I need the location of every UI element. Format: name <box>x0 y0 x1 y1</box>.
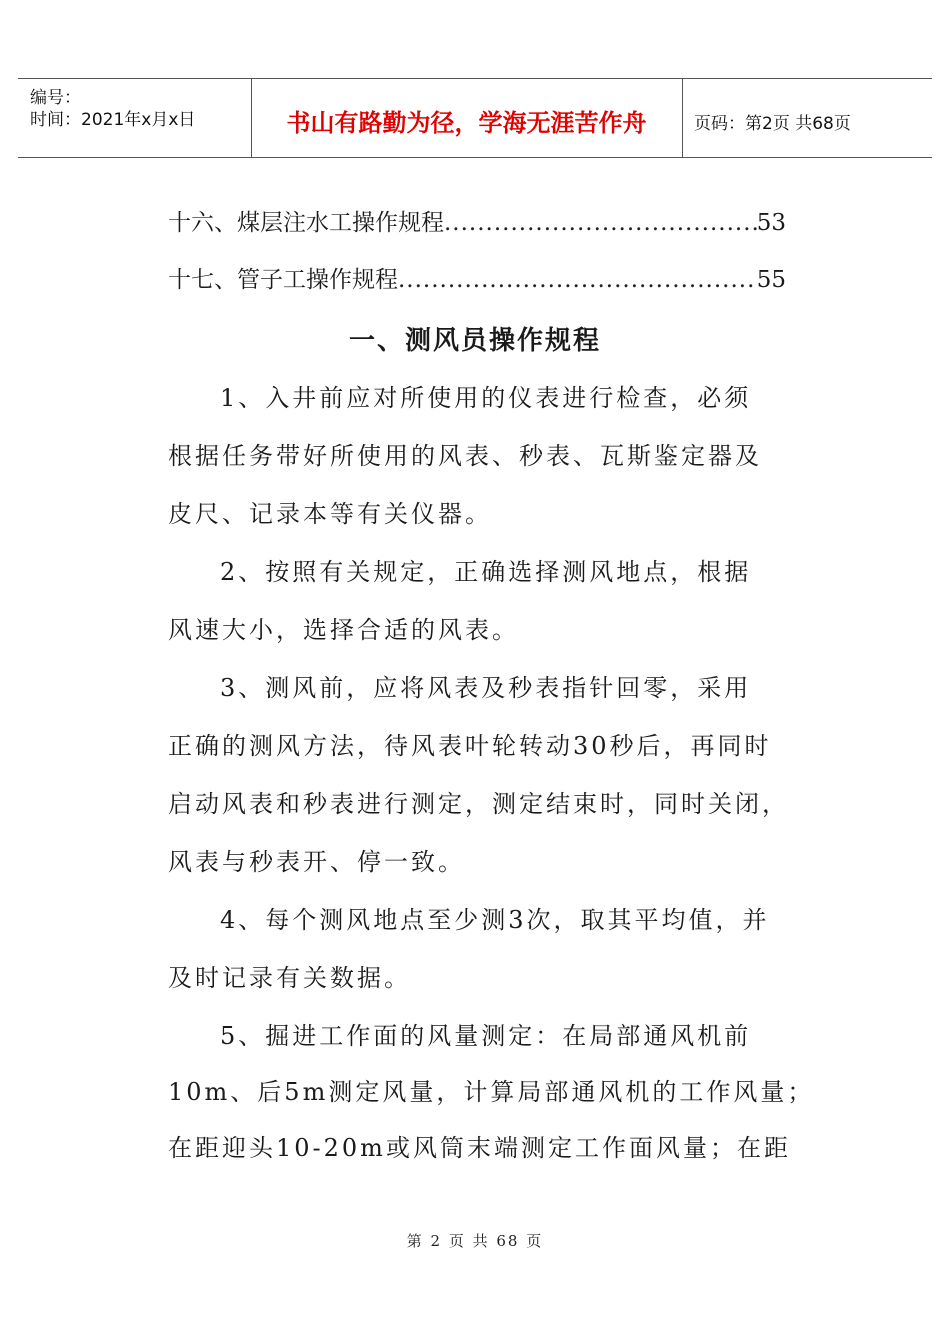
header-left-cell <box>18 79 252 157</box>
header-motto: 书山有路勤为径，学海无涯苦作舟 <box>286 109 647 137</box>
body-line: 4、每个测风地点至少测3次，取其平均值，并 <box>220 906 770 934</box>
body-line: 风速大小，选择合适的风表。 <box>168 616 519 644</box>
toc-leader-dots <box>444 210 757 236</box>
toc-entry-page: 55 <box>756 267 786 293</box>
serial-number-label: 编号： <box>30 88 81 108</box>
document-header <box>18 78 932 158</box>
body-line: 根据任务带好所使用的风表、秒表、瓦斯鉴定器及 <box>168 442 762 470</box>
body-line: 风表与秒表开、停一致。 <box>168 848 465 876</box>
toc-entry[interactable] <box>168 261 786 301</box>
toc-entry-page: 53 <box>756 210 786 236</box>
toc-leader-dots <box>398 267 757 293</box>
section-title: 一、测风员操作规程 <box>348 326 601 356</box>
body-line: 1、入井前应对所使用的仪表进行检查，必须 <box>220 384 752 412</box>
toc-entry-title: 十七、管子工操作规程 <box>168 267 398 293</box>
body-line: 5、掘进工作面的风量测定：在局部通风机前 <box>220 1022 752 1050</box>
body-line: 在距迎头10-20m或风筒末端测定工作面风量；在距 <box>168 1134 791 1162</box>
body-line: 正确的测风方法，待风表叶轮转动30秒后，再同时 <box>168 732 772 760</box>
body-line: 10m、后5m测定风量，计算局部通风机的工作风量； <box>168 1078 815 1106</box>
date-label: 时间：2021年x月x日 <box>30 110 196 130</box>
toc-entry-title: 十六、煤层注水工操作规程 <box>168 210 444 236</box>
header-right-cell <box>682 79 932 157</box>
header-page-info: 页码：第2页 共68页 <box>694 114 851 134</box>
body-line: 3、测风前，应将风表及秒表指针回零，采用 <box>220 674 752 702</box>
body-line: 2、按照有关规定，正确选择测风地点，根据 <box>220 558 752 586</box>
body-line: 及时记录有关数据。 <box>168 964 411 992</box>
body-line: 启动风表和秒表进行测定，测定结束时，同时关闭， <box>168 790 789 818</box>
header-middle-cell <box>251 79 683 157</box>
body-line: 皮尺、记录本等有关仪器。 <box>168 500 492 528</box>
page-footer: 第 2 页 共 68 页 <box>406 1232 544 1250</box>
toc-entry[interactable] <box>168 204 786 244</box>
